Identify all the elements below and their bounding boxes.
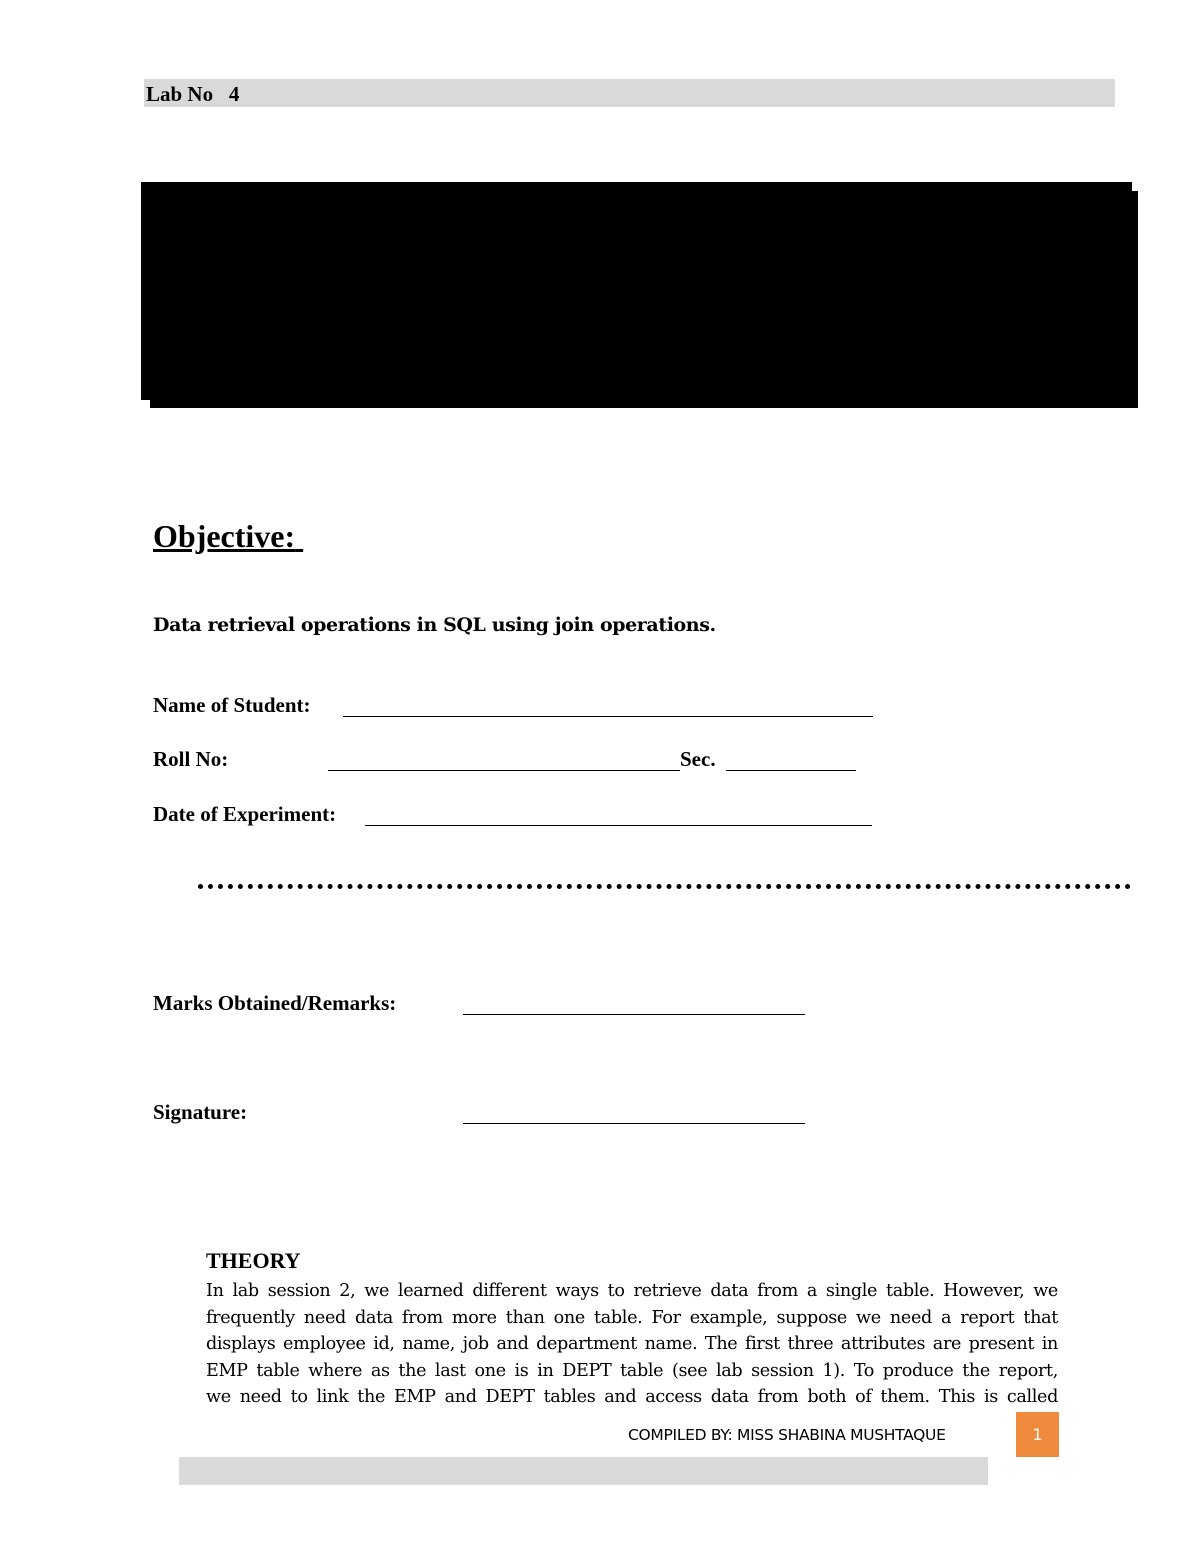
theory-line: EMP table where as the last one is in DEPT table (see lab session 1). To produce the report, <box>206 1360 1058 1381</box>
sec-label: Sec. <box>680 747 716 771</box>
theory-heading: THEORY <box>206 1248 301 1273</box>
theory-line: frequently need data from more than one table. For example, suppose we need a report that <box>206 1307 1058 1328</box>
title-block <box>141 182 1132 400</box>
lab-number: Lab No 4 <box>146 82 240 106</box>
date-of-experiment-label: Date of Experiment: <box>153 802 337 826</box>
objective-text: Data retrieval operations in SQL using join operations. <box>153 614 716 636</box>
theory-line: In lab session 2, we learned different ways to retrieve data from a single table. However, we <box>206 1281 1058 1301</box>
page-number-badge <box>1016 1412 1059 1457</box>
separator-dotted-line <box>198 884 1131 889</box>
marks-obtained-label: Marks Obtained/Remarks: <box>153 991 397 1015</box>
roll-no-label: Roll No: <box>153 747 229 771</box>
objective-heading <box>153 516 303 556</box>
theory-line: displays employee id, name, job and department name. The first three attributes are present in <box>206 1334 1058 1355</box>
name-of-student-label: Name of Student: <box>153 693 311 717</box>
theory-line: we need to link the EMP and DEPT tables and access data from both of them. This is called <box>206 1387 1058 1408</box>
theory-paragraph <box>206 1278 1058 1411</box>
header-bar <box>144 79 1115 107</box>
date-of-experiment-line[interactable] <box>365 825 872 826</box>
signature-line[interactable] <box>463 1123 805 1124</box>
objective-heading-suffix <box>295 518 303 554</box>
signature-label: Signature: <box>153 1100 248 1124</box>
footer-bar <box>179 1457 988 1485</box>
roll-no-line[interactable] <box>328 770 680 771</box>
marks-obtained-line[interactable] <box>463 1014 805 1015</box>
page-number: 1 <box>1032 1425 1043 1444</box>
objective-heading-text: Objective: <box>153 518 296 554</box>
compiled-by: COMPILED BY: MISS SHABINA MUSHTAQUE <box>628 1426 946 1444</box>
name-of-student-line[interactable] <box>343 716 873 717</box>
sec-line[interactable] <box>726 770 856 771</box>
